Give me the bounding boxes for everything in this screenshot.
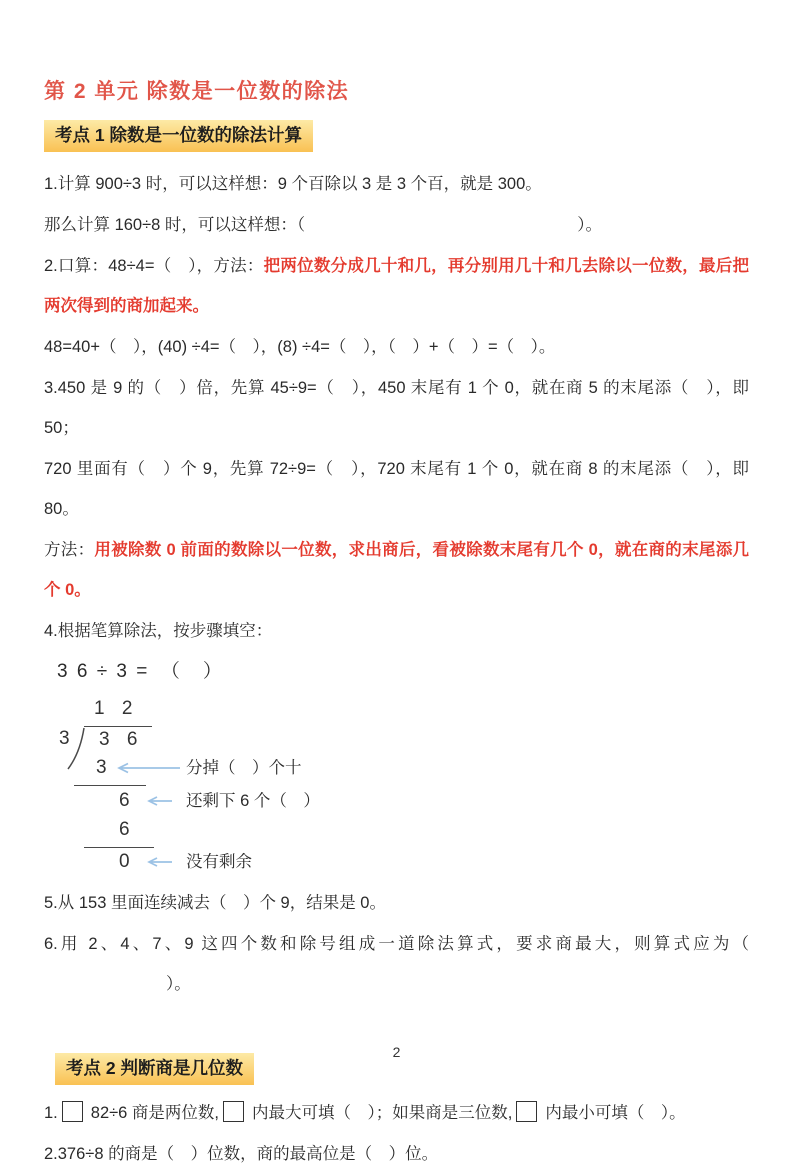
q5-line: 5.从 153 里面连续减去（ ）个 9，结果是 0。 (44, 894, 386, 912)
division-rule-1 (74, 785, 146, 786)
q4-line1: 4.根据笔算除法，按步骤填空： (44, 622, 273, 640)
s2-q1-text-c: 内最小可填（ ）。 (545, 1104, 686, 1122)
q1-line2 (44, 205, 749, 245)
division-step1-value: 3 (96, 757, 107, 778)
division-step4-note: 没有剩余 (186, 853, 252, 871)
arrow-left-icon (144, 795, 174, 807)
division-dividend: 3 6 (99, 729, 144, 750)
division-step3-value: 6 (119, 819, 130, 840)
q3-line1: 3.450 是 9 的（ ）倍，先算 45÷9=（ ），450 末尾有 1 个 0，就在商 5 的末尾添（ ），即 50； (44, 379, 749, 437)
q1-line2-text: 那么计算 160÷8 时，可以这样想：（ (44, 216, 306, 234)
q6-close: ）。 (166, 975, 191, 993)
section1-heading-badge (44, 120, 313, 152)
section2-heading-label: 考点 2 判断商是几位数 (66, 1058, 243, 1078)
empty-box-blank (516, 1101, 537, 1122)
division-vinculum (84, 726, 152, 727)
section1-heading-label: 考点 1 除数是一位数的除法计算 (55, 125, 302, 145)
s2-q1-number: 1. (44, 1104, 58, 1122)
q2-fill-line: 48=40+（ ），(40) ÷4=（ ），(8) ÷4=（ ），（ ）+（ ）=（ ）。 (44, 338, 556, 356)
s2-q1-line (44, 1093, 749, 1133)
q2-prompt: 2.口算：48÷4=（ ），方法： (44, 257, 264, 275)
q3-method-line (44, 530, 749, 610)
q1-line2-close: ）。 (577, 216, 602, 234)
empty-box-blank (223, 1101, 244, 1122)
q3-method-emphasis: 用被除数 0 前面的数除以一位数，求出商后，看被除数末尾有几个 0，就在商的末尾添几个 0。 (44, 541, 750, 599)
q1-line1: 1.计算 900÷3 时，可以这样想：9 个百除以 3 是 3 个百，就是 300。 (44, 175, 542, 193)
empty-box-blank (62, 1101, 83, 1122)
division-step2-value: 6 (119, 790, 130, 811)
division-step2-note: 还剩下 6 个（ ） (186, 792, 320, 810)
s2-q1-text-b: 内最大可填（ ）；如果商是三位数, (252, 1104, 513, 1122)
q6-line (44, 924, 749, 1004)
q6-text: 6.用 2、4、7、9 这四个数和除号组成一道除法算式，要求商最大，则算式应为（ (44, 935, 749, 953)
unit-title: 第 2 单元 除数是一位数的除法 (44, 80, 350, 103)
division-divisor: 3 (59, 728, 70, 749)
s2-q2-line: 2.376÷8 的商是（ ）位数，商的最高位是（ ）位。 (44, 1145, 439, 1163)
division-step4-value: 0 (119, 851, 130, 872)
division-rule-2 (84, 847, 154, 848)
arrow-left-icon (114, 762, 182, 774)
division-quotient: 1 2 (94, 698, 139, 719)
long-division-diagram (44, 698, 504, 883)
division-step1-note: 分掉（ ）个十 (186, 759, 302, 777)
q4-expression: 3 6 ÷ 3 = （ ） (57, 661, 224, 682)
q2-method-emphasis: 把两位数分成几十和几，再分别用几十和几去除以一位数，最后把两次得到的商加起来。 (44, 257, 750, 315)
q2-line (44, 246, 749, 326)
arrow-left-icon (144, 856, 174, 868)
q3-line2: 720 里面有（ ）个 9，先算 72÷9=（ ），720 末尾有 1 个 0，就在商 8 的末尾添（ ），即 80。 (44, 460, 749, 518)
s2-q1-text-a: 82÷6 商是两位数, (90, 1104, 220, 1122)
page-number: 2 (392, 1044, 401, 1060)
q3-method-label: 方法： (44, 541, 95, 559)
